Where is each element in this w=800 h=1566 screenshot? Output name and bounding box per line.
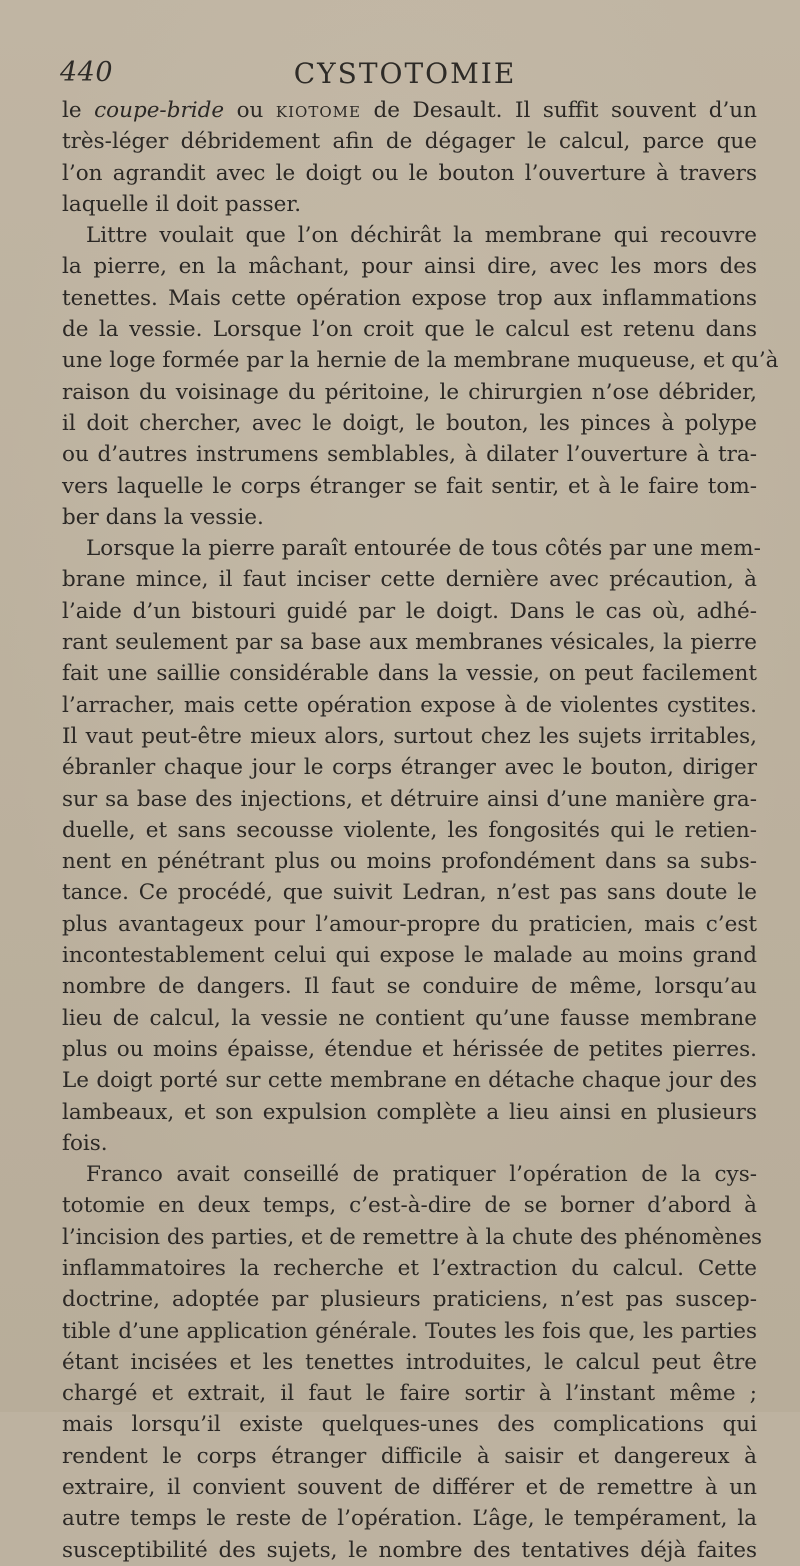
text-line-content: tible d’une application générale. Toutes les fois que, les parties [62,1318,757,1344]
text-line-content: l’on agrandit avec le doigt ou le bouton l’ouverture à travers [62,160,757,186]
text-line [62,1253,757,1284]
text-line [62,1409,757,1440]
text-line [62,1034,757,1065]
text-line [62,158,757,189]
text-line [62,1472,757,1503]
text-line [62,1065,757,1096]
text-line [62,95,757,126]
text-line [62,408,757,439]
text-line [62,877,757,908]
text-line [62,815,757,846]
text-line-content: totomie en deux temps, c’est-à-dire de se borner d’abord à [62,1193,757,1219]
text-line [62,1441,757,1472]
text-line-content: sur sa base des injections, et détruire ainsi d’une manière gra- [62,786,757,812]
text-line-content: fait une saillie considérable dans la vessie, on peut facilement [62,661,757,687]
text-line-content: tenettes. Mais cette opération expose trop aux inflammations [62,285,757,311]
text-line [62,251,757,282]
text-line [62,533,761,564]
text-line-content: inflammatoires la recherche et l’extraction du calcul. Cette [62,1255,757,1281]
text-line-content: vers laquelle le corps étranger se fait sentir, et à le faire tom- [62,473,757,499]
text-line-content: il doit chercher, avec le doigt, le bouton, les pinces à polype [62,410,757,436]
text-line-content: incontestablement celui qui expose le malade au moins grand [62,943,757,969]
text-line-content: très-léger débridement afin de dégager le calcul, parce que [62,129,757,155]
text-line [62,220,757,251]
text-line [62,690,757,721]
text-line-content: mais lorsqu’il existe quelques-unes des complications qui [62,1412,757,1438]
text-line [62,377,757,408]
text-line-content: raison du voisinage du péritoine, le chirurgien n’ose débrider, [62,379,757,405]
text-line [62,1347,757,1378]
text-fragment: ou [224,98,276,123]
text-line-content: tance. Ce procédé, que suivit Ledran, n’est pas sans doute le [62,880,757,906]
text-line-content: une loge formée par la hernie de la membrane muqueuse, et qu’à [62,348,779,374]
text-line-content: ber dans la vessie. [62,504,264,530]
small-caps-term: kiotome [275,98,361,123]
text-line-content: l’incision des parties, et de remettre à la chute des phénomènes [62,1224,763,1250]
text-line-content: lambeaux, et son expulsion complète a lieu ainsi en plusieurs [62,1099,757,1125]
text-line [62,439,757,470]
text-line [62,1003,757,1034]
text-line-content: l’arracher, mais cette opération expose à de violentes cystites. [62,692,757,718]
text-line [62,502,757,533]
text-line-content: Littre voulait que l’on déchirât la membrane qui recouvre [86,223,757,249]
page-number: 440 [60,57,114,88]
text-line [62,1222,763,1253]
text-line-content: plus ou moins épaisse, étendue et hérissée de petites pierres. [62,1036,757,1062]
italic-term: coupe-bride [94,98,225,123]
text-line [62,909,757,940]
text-line-content: duelle, et sans secousse violente, les fongosités qui le retien- [62,817,757,843]
text-line-content: susceptibilité des sujets, le nombre des tentatives déjà faites [62,1537,757,1563]
text-line [62,126,757,157]
text-line [62,971,757,1002]
text-line [62,1378,757,1409]
text-line-content: rendent le corps étranger difficile à saisir et dangereux à [62,1443,757,1469]
text-line-content: de la vessie. Lorsque l’on croit que le calcul est retenu dans [62,317,757,343]
text-line [62,940,757,971]
text-line-content: ou d’autres instrumens semblables, à dilater l’ouverture à tra- [62,442,757,468]
page-header [60,55,750,95]
text-line-content: Le doigt porté sur cette membrane en détache chaque jour des [62,1068,757,1094]
text-line-content: nombre de dangers. Il faut se conduire de même, lorsqu’au [62,974,757,1000]
text-line-content: chargé et extrait, il faut le faire sortir à l’instant même ; [62,1381,757,1407]
text-line-content: étant incisées et les tenettes introduites, le calcul peut être [62,1349,757,1375]
text-line-content: extraire, il convient souvent de différer et de remettre à un [62,1475,757,1501]
text-line [62,784,757,815]
text-line [62,846,757,877]
body-text [62,95,779,1566]
text-line-content: l’aide d’un bistouri guidé par le doigt. Dans le cas où, adhé- [62,598,757,624]
text-line-content: rant seulement par sa base aux membranes vésicales, la pierre [62,630,757,656]
text-line [62,1316,757,1347]
text-line-content: fois. [62,1130,108,1156]
text-line [62,345,779,376]
text-line [62,564,757,595]
text-line-content: doctrine, adoptée par plusieurs praticiens, n’est pas suscep- [62,1287,757,1313]
text-line [62,658,757,689]
text-line-content: lieu de calcul, la vessie ne contient qu’une fausse membrane [62,1005,757,1031]
text-line-content: laquelle il doit passer. [62,191,302,217]
text-line-content: nent en pénétrant plus ou moins profondément dans sa subs- [62,849,757,875]
text-line [62,283,757,314]
text-line-content: plus avantageux pour l’amour-propre du praticien, mais c’est [62,911,757,937]
text-line [62,1503,757,1534]
text-line-content: Lorsque la pierre paraît entourée de tous côtés par une mem- [86,536,761,562]
text-line [62,1535,757,1566]
text-line [62,314,757,345]
text-line [62,596,757,627]
text-line-content: brane mince, il faut inciser cette dernière avec précaution, à [62,567,757,593]
text-line [62,471,757,502]
text-fragment: le [62,98,95,123]
text-line-content: Franco avait conseillé de pratiquer l’opération de la cys- [86,1162,757,1188]
text-line [62,1128,757,1159]
text-line-content: autre temps le reste de l’opération. L’âge, le tempérament, la [62,1506,757,1532]
text-line-content: Il vaut peut-être mieux alors, surtout chez les sujets irritables, [62,723,757,749]
text-line [62,627,757,658]
text-line [62,721,757,752]
text-line-content: la pierre, en la mâchant, pour ainsi dire, avec les mors des [62,254,757,280]
text-line [62,1097,757,1128]
text-line [62,1159,757,1190]
running-title: CYSTOTOMIE [293,57,517,90]
text-line [62,752,757,783]
text-line-content: ébranler chaque jour le corps étranger avec le bouton, diriger [62,755,757,781]
text-line [62,189,757,220]
text-line [62,1190,757,1221]
text-line [62,1284,757,1315]
text-fragment: de Desault. Il suffit souvent d’un [360,98,758,123]
